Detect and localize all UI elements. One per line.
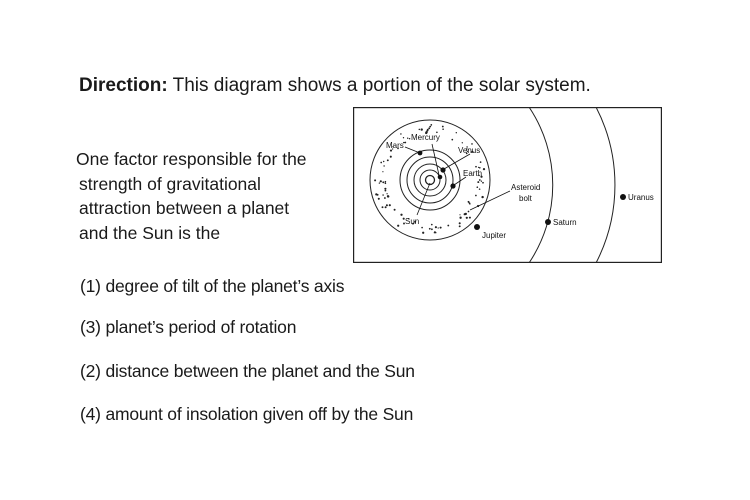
- asteroid-dot: [383, 165, 384, 166]
- asteroid-dot: [382, 194, 384, 196]
- asteroid-dot: [477, 181, 479, 183]
- mars-label: Mars: [386, 141, 404, 150]
- asteroid-dot: [479, 188, 481, 190]
- asteroid-dot: [481, 181, 482, 182]
- asteroid-dot: [419, 129, 421, 131]
- asteroid-dot: [434, 232, 435, 233]
- asteroid-dot: [385, 181, 387, 183]
- asteroid-dot: [382, 181, 384, 183]
- asteroid-dot: [380, 180, 382, 182]
- asteroid-dot: [438, 227, 439, 228]
- question-line: One factor responsible for the: [76, 149, 307, 169]
- uranus-label: Uranus: [628, 193, 654, 202]
- asteroid-dot: [400, 214, 402, 216]
- direction-line: [79, 75, 591, 97]
- asteroid-dot: [464, 213, 466, 215]
- asteroid-dot: [435, 232, 437, 234]
- asteroid-dot: [384, 197, 386, 199]
- asteroid-dot: [386, 204, 388, 206]
- question-line: attraction between a planet: [79, 198, 290, 218]
- asteroid-dot: [451, 139, 453, 141]
- asteroid-dot: [428, 127, 430, 129]
- asteroid-dot: [379, 182, 380, 183]
- asteroid-dot: [456, 132, 457, 133]
- asteroid-dot: [481, 196, 483, 198]
- mercury-label: Mercury: [411, 133, 440, 142]
- asteroid-dot: [429, 126, 431, 128]
- asteroid-dot: [374, 179, 376, 181]
- asteroid-label-2: bolt: [519, 194, 532, 203]
- asteroid-dot: [378, 198, 380, 200]
- asteroid-dot: [382, 171, 383, 172]
- jupiter-label: Jupiter: [482, 231, 507, 240]
- question-line: strength of gravitational: [79, 173, 261, 194]
- asteroid-dot: [442, 126, 444, 128]
- asteroid-dot: [440, 227, 442, 229]
- asteroid-dot: [397, 225, 399, 227]
- asteroid-dot: [421, 128, 423, 130]
- asteroid-dot: [459, 222, 461, 224]
- direction-text: This diagram shows a portion of the solar system.: [167, 75, 591, 96]
- asteroid-dot: [468, 211, 470, 213]
- asteroid-dot: [442, 128, 444, 130]
- asteroid-dot: [429, 228, 431, 230]
- asteroid-dot: [431, 228, 433, 230]
- asteroid-dot: [476, 186, 478, 188]
- asteroid-dot: [483, 168, 485, 170]
- jupiter-planet: [474, 224, 480, 230]
- asteroid-dot: [469, 217, 471, 219]
- asteroid-dot: [469, 203, 470, 204]
- asteroid-dot: [380, 162, 382, 164]
- asteroid-dot: [459, 217, 461, 219]
- question-stem: [76, 147, 349, 245]
- asteroid-dot: [431, 224, 433, 226]
- asteroid-dot: [400, 133, 401, 134]
- asteroid-dot: [471, 143, 473, 145]
- answer-option-4[interactable]: (4) amount of insolation given off by the Sun: [80, 404, 414, 424]
- asteroid-dot: [459, 214, 460, 215]
- asteroid-dot: [375, 193, 377, 195]
- asteroid-dot: [384, 188, 386, 190]
- answer-option-2[interactable]: (2) distance between the planet and the Sun: [80, 361, 415, 381]
- asteroid-dot: [404, 142, 406, 144]
- direction-label: Direction:: [79, 75, 168, 96]
- asteroid-dot: [387, 195, 389, 197]
- asteroid-dot: [382, 206, 384, 208]
- asteroid-dot: [466, 217, 468, 219]
- asteroid-dot: [482, 182, 484, 184]
- asteroid-dot: [430, 124, 432, 126]
- asteroid-dot: [422, 232, 424, 234]
- asteroid-dot: [459, 225, 461, 227]
- venus-label: Venus: [458, 146, 481, 155]
- answer-option-3[interactable]: (3) planet’s period of rotation: [80, 317, 297, 337]
- asteroid-dot: [475, 166, 477, 168]
- asteroid-dot: [386, 193, 387, 194]
- asteroid-dot: [389, 204, 391, 206]
- sun-label: Sun: [405, 217, 420, 226]
- asteroid-dot: [447, 225, 449, 227]
- asteroid-dot: [390, 156, 392, 158]
- asteroid-dot: [462, 142, 463, 143]
- saturn-planet: [545, 219, 551, 225]
- asteroid-dot: [403, 137, 404, 138]
- saturn-label: Saturn: [553, 218, 577, 227]
- earth-label: Earth: [463, 169, 483, 178]
- uranus-planet: [620, 194, 626, 200]
- asteroid-dot: [427, 129, 429, 131]
- asteroid-dot: [407, 138, 408, 139]
- asteroid-label-1: Asteroid: [511, 183, 541, 192]
- asteroid-dot: [475, 195, 477, 197]
- asteroid-dot: [394, 209, 396, 211]
- asteroid-dot: [480, 161, 482, 163]
- mercury-planet: [438, 175, 443, 180]
- asteroid-dot: [387, 159, 389, 161]
- asteroid-dot: [385, 182, 387, 184]
- solar-system-diagram: [353, 107, 662, 263]
- answer-option-1[interactable]: (1) degree of tilt of the planet’s axis: [80, 276, 345, 296]
- asteroid-dot: [421, 227, 423, 229]
- asteroid-dot: [435, 226, 437, 228]
- question-line: and the Sun is the: [79, 222, 221, 243]
- asteroid-dot: [383, 161, 384, 162]
- asteroid-dot: [385, 206, 387, 208]
- asteroid-dot: [385, 190, 387, 192]
- asteroid-dot: [479, 179, 481, 181]
